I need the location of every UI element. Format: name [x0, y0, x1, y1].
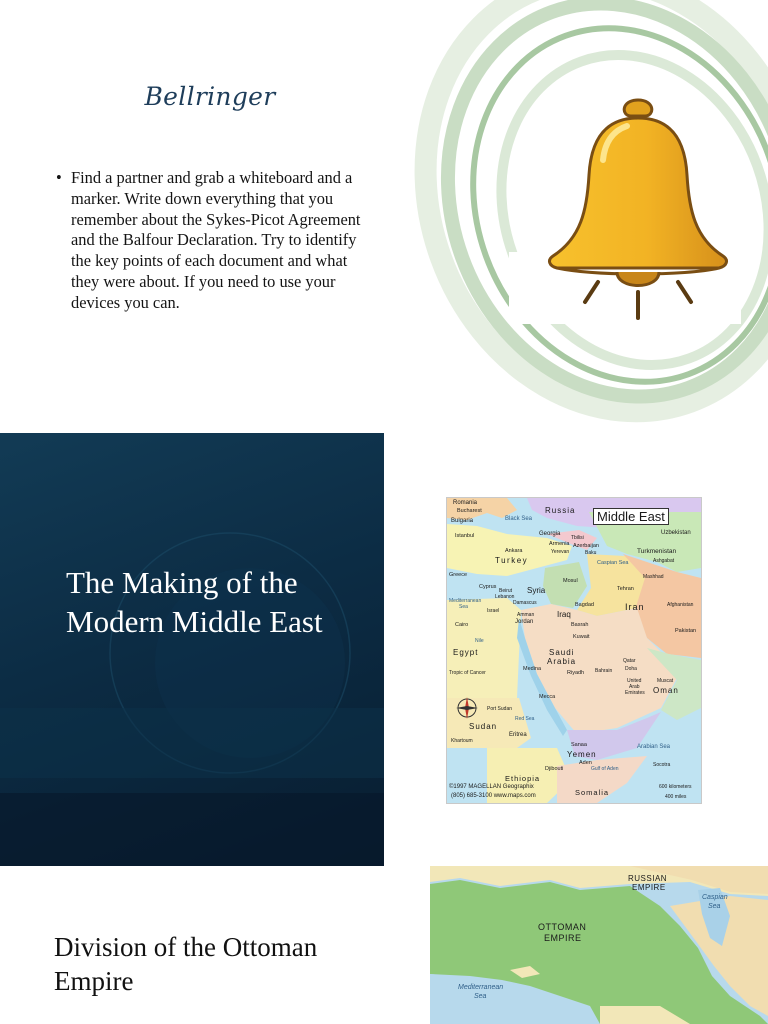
map-label: Doha	[625, 666, 637, 672]
slide-ottoman-division	[0, 866, 768, 1024]
slide-title: Division of the Ottoman Empire	[54, 932, 318, 996]
map-label: Turkmenistan	[637, 548, 677, 555]
map-label: Egypt	[453, 648, 479, 657]
slide-title: The Making of the Modern Middle East	[66, 565, 323, 639]
map-label: Qatar	[623, 658, 636, 664]
map-label: Bagdad	[575, 602, 594, 608]
map-label: Amman	[517, 612, 535, 618]
map-label: Georgia	[539, 531, 561, 537]
map-label: Caspian Sea	[597, 560, 629, 566]
map-label: Uzbekistan	[661, 530, 691, 536]
map-label: Lebanon	[495, 594, 515, 600]
map-credit: (805) 685-3100 www.maps.com	[451, 793, 536, 799]
map-label: Jordan	[515, 619, 534, 625]
map-label: Ankara	[505, 548, 523, 554]
map-label: Tehran	[617, 586, 634, 592]
map-label: Romania	[453, 500, 478, 506]
map-label: Mediterranean	[449, 598, 482, 604]
map-label: EMPIRE	[544, 933, 582, 943]
map-label: Oman	[653, 686, 679, 695]
map-label: Iran	[625, 602, 645, 612]
map-label: Bulgaria	[451, 518, 474, 524]
map-shapes	[430, 866, 768, 1024]
map-label: Cyprus	[479, 584, 497, 590]
map-label: Pakistan	[675, 628, 697, 634]
middle-east-map	[447, 498, 701, 803]
map-label: Eritrea	[509, 732, 527, 738]
slide-modern-middle-east	[0, 432, 768, 866]
map-label: United	[627, 678, 642, 684]
map-label: Tbilisi	[571, 535, 584, 541]
map-label: Black Sea	[505, 516, 533, 522]
map-label: Beirut	[499, 588, 513, 594]
map-label: Mashhad	[643, 574, 664, 580]
map-label: Sea	[708, 903, 721, 910]
map-label: Saudi	[549, 648, 575, 657]
map-credit: ©1997 MAGELLAN Geographix	[449, 784, 534, 790]
map-label: Khartoum	[451, 738, 473, 744]
map-label: RUSSIAN	[628, 874, 668, 883]
map-label: Muscat	[657, 678, 674, 684]
map-label: Riyadh	[567, 670, 585, 676]
map-label: EMPIRE	[632, 883, 666, 892]
map-label: Socotra	[653, 762, 671, 768]
compass-icon	[455, 696, 479, 720]
map-label: Mecca	[539, 694, 556, 700]
map-label: Gulf of Aden	[591, 766, 619, 772]
map-label: Mosul	[563, 578, 578, 584]
map-scale-mi: 400 miles	[665, 794, 687, 800]
map-label: Syria	[527, 586, 546, 595]
map-label: Kuwait	[573, 634, 590, 640]
map-label: Sea	[459, 604, 468, 610]
map-label: Somalia	[575, 788, 610, 797]
map-label: Nile	[475, 638, 484, 644]
map-label: Istanbul	[455, 533, 475, 539]
slide-title: Bellringer	[144, 82, 276, 111]
map-label: Emirates	[625, 690, 645, 696]
panel-decoration	[0, 433, 384, 866]
map-label: Bucharest	[457, 508, 482, 514]
bullet-text: • Find a partner and grab a whiteboard and a marker. Write down everything that you remember about the Sykes-Picot Agreement and the Balfour Declaration. Try to identify the key points of each document and what they were about. If you need to use your devices you can.	[56, 168, 376, 314]
map-label: Turkey	[495, 556, 529, 565]
map-label: OTTOMAN	[538, 922, 587, 932]
map-label: Tropic of Cancer	[449, 670, 486, 676]
map-label: Caspian	[702, 894, 728, 901]
map-label: Russia	[545, 506, 576, 515]
map-label: Arab	[629, 684, 640, 690]
map-label: Mediterranean	[458, 984, 504, 991]
map-label: Red Sea	[515, 716, 535, 722]
map-label: Yemen	[567, 750, 597, 759]
map-label: Azerbaijan	[573, 543, 599, 549]
map-scale-km: 600 kilometers	[659, 784, 692, 790]
map-label: Basrah	[571, 622, 589, 628]
map-label: Ashgabat	[653, 558, 675, 564]
map-label: Yerevan	[551, 549, 570, 555]
map-label: Israel	[487, 608, 500, 614]
map-label: Bahrain	[595, 668, 613, 674]
map-label: Baku	[585, 550, 597, 556]
slide-bellringer	[0, 0, 768, 432]
map-label: Iraq	[557, 610, 571, 619]
map-label: Armenia	[549, 541, 570, 547]
bell-artwork	[395, 0, 768, 432]
map-label: Arabian Sea	[637, 744, 671, 750]
ottoman-empire-map	[430, 866, 768, 1024]
map-label: Afghanistan	[667, 602, 694, 608]
map-label: Port Sudan	[487, 706, 513, 712]
map-heading: Middle East	[593, 508, 669, 525]
map-label: Arabia	[547, 657, 577, 666]
map-label: Sudan	[469, 722, 498, 731]
map-label: Aden	[579, 760, 592, 766]
map-label: Sanaa	[571, 742, 587, 748]
title-panel	[0, 433, 384, 866]
map-label: Ethiopia	[505, 774, 541, 783]
map-label: Medina	[523, 666, 542, 672]
map-label: Greece	[449, 572, 468, 578]
map-label: Cairo	[455, 622, 469, 628]
map-label: Damascus	[513, 600, 537, 606]
map-label: Djibouti	[545, 766, 564, 772]
map-label: Sea	[474, 993, 487, 1000]
